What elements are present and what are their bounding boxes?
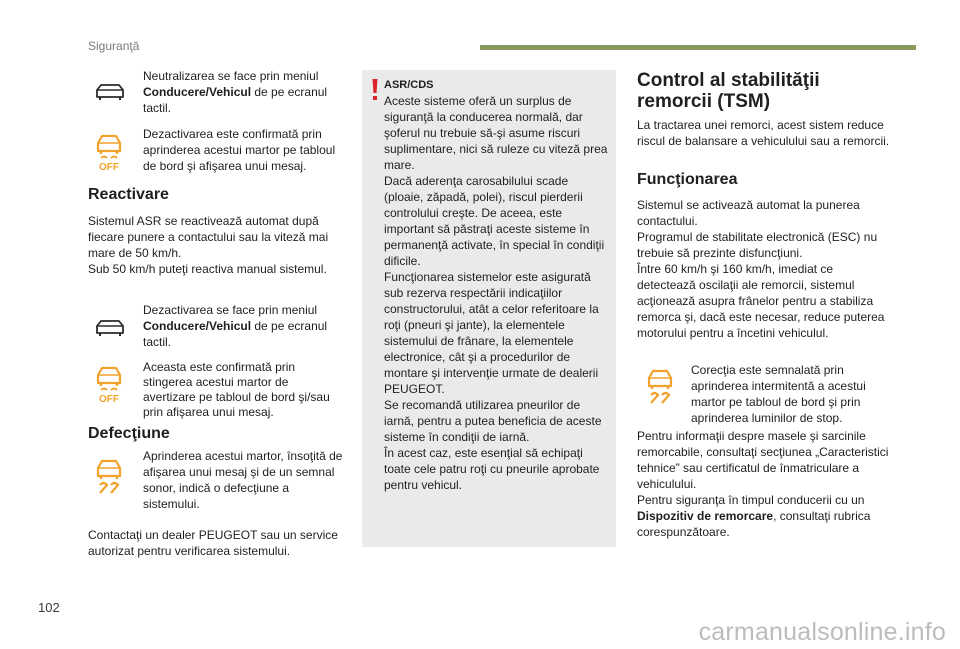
row3-bold: Conducere/Vehicul (143, 319, 252, 333)
off-label: OFF (99, 162, 119, 172)
row1-pre: Neutralizarea se face prin meniul (143, 69, 319, 83)
reactivare-text1: Sistemul ASR se reactivează automat după fiecare punere a contactului sau la viteză mai mare de 50 km/h. (88, 214, 329, 260)
info2-pre: Pentru siguranţa în timpul conducerii cu un (637, 493, 865, 507)
row2-text: Dezactivarea este confirmată prin aprinderea acestui martor pe tabloul de bord şi afişarea unui mesaj. (143, 127, 336, 173)
warning-paragraph: Se recomandă utilizarea pneurilor de iarnă, pentru a putea beneficia de aceste sisteme în condiţii de iarnă. (384, 398, 602, 444)
vehicle-menu-icon (94, 318, 126, 338)
defectiune-heading: Defecţiune (88, 425, 170, 442)
info2-post: , consultaţi rubrica corespunzătoare. (637, 509, 871, 539)
esc-warning-icon (92, 458, 126, 494)
row1-bold: Conducere/Vehicul (143, 85, 252, 99)
warning-paragraph: Aceste sisteme oferă un surplus de siguranţă la conducerea normală, dar şoferul nu trebuie să-şi asume riscuri suplimentare, nici să ruleze cu viteză prea mare. (384, 94, 608, 172)
esc-off-icon (92, 362, 126, 404)
row3-pre: Dezactivarea se face prin meniul (143, 303, 318, 317)
vehicle-menu-icon (94, 82, 126, 102)
functionare-heading: Funcţionarea (637, 171, 738, 188)
info-line: Pentru informaţii despre masele şi sarcinile remorcabile, consultaţi secţiunea „Caracteristici tehnice” sau certificatul de înmatriculare a vehiculului. (637, 429, 889, 491)
reactivare-heading: Reactivare (88, 186, 169, 203)
tsm-icon-text: Corecţia este semnalată prin aprinderea intermitentă a acestui martor pe tabloul de bord şi prin aprinderea luminilor de stop. (691, 363, 866, 425)
tsm-intro: La tractarea unei remorci, acest sistem reduce riscul de balansare a vehiculului sau a remorcii. (637, 118, 890, 148)
info-text (637, 428, 899, 540)
functionare-text (637, 197, 895, 341)
tsm-heading: Control al stabilităţii remorcii (TSM) (637, 70, 820, 112)
warning-title: ASR/CDS (384, 79, 434, 91)
esc-warning-icon (643, 368, 677, 404)
functionare-line: Sistemul se activează automat la punerea contactului. (637, 198, 860, 228)
row3-text (143, 302, 343, 350)
row1-text (143, 68, 343, 116)
info-line-2 (637, 492, 899, 540)
reactivare-text (88, 213, 340, 277)
off-label: OFF (99, 394, 119, 404)
info2-bold: Dispozitiv de remorcare (637, 509, 774, 523)
row5-text: Aprinderea acestui martor, însoţită de afişarea unui mesaj şi de un semnal sonor, indică o defecţiune a sistemului. (143, 449, 343, 511)
page-number: 102 (38, 600, 60, 615)
row3-post: de pe ecranul tactil. (143, 319, 328, 349)
esc-off-icon (92, 130, 126, 172)
row4-text: Aceasta este confirmată prin stingerea acestui martor de avertizare pe tabloul de bord şi/sau prin afişarea unui mesaj. (143, 360, 330, 419)
exclamation-icon (371, 79, 379, 101)
reactivare-text2: Sub 50 km/h puteţi reactiva manual sistemul. (88, 262, 327, 276)
row1-post: de pe ecranul tactil. (143, 85, 328, 115)
warning-paragraph: În acest caz, este esenţial să echipaţi toate cele patru roţi cu pneurile aprobate pentru vehicul. (384, 446, 600, 492)
functionare-line: Programul de stabilitate electronică (ESC) nu trebuie să prezinte disfuncţiuni. (637, 230, 878, 260)
watermark: carmanualsonline.info (698, 618, 946, 646)
header-rule (480, 45, 916, 50)
warning-paragraph: Funcţionarea sistemelor este asigurată sub rezerva respectării indicaţiilor constructorului, atât a celor referitoare la roţi (pneuri şi jante), la elementele sistemului de frânare, la elementele electronice, cât şi a procedurilor de montare şi intervenţie urmate de dealerii PEUGEOT. (384, 270, 599, 396)
section-title: Siguranţă (88, 39, 140, 53)
functionare-line: Între 60 km/h şi 160 km/h, imediat ce detectează oscilaţii ale remorcii, sistemul acţionează asupra frânelor pentru a stabiliza remorca şi, dacă este necesar, reduce puterea motorului pentru a încetini vehiculul. (637, 262, 885, 340)
warning-text (384, 93, 608, 493)
contact-text: Contactaţi un dealer PEUGEOT sau un service autorizat pentru verificarea sistemului. (88, 528, 338, 558)
warning-paragraph: Dacă aderenţa carosabilului scade (ploaie, zăpadă, polei), riscul pierderii controlului creşte. De aceea, este important să păstraţi aceste sisteme în permanenţă activate, în special în condiţii dificile. (384, 174, 605, 268)
